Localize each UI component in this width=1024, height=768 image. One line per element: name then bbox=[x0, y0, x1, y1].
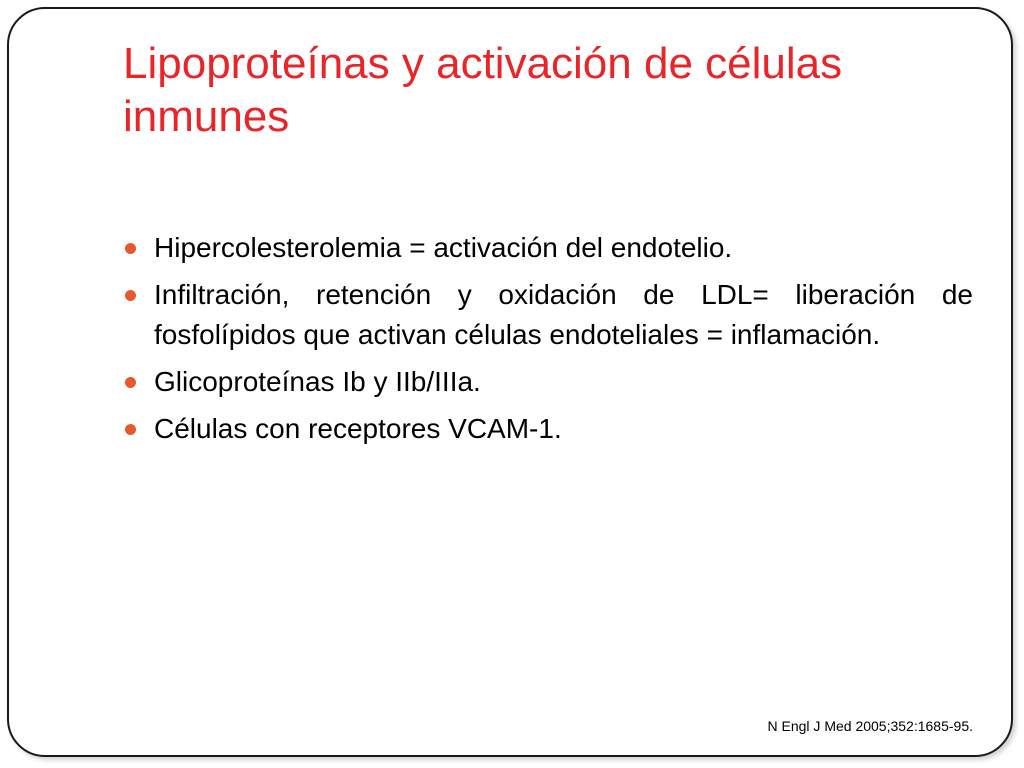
bullet-item bbox=[121, 362, 973, 402]
bullet-item bbox=[121, 228, 973, 268]
bullet-item bbox=[121, 409, 973, 449]
bullet-text: Glicoproteínas Ib y IIb/IIIa. bbox=[154, 366, 481, 397]
bullet-dot-icon bbox=[125, 290, 136, 301]
citation-reference: N Engl J Med 2005;352:1685-95. bbox=[767, 718, 973, 734]
bullet-text: Infiltración, retención y oxidación de LDL= liberación de fosfolípidos que activan células endoteliales = inflamación. bbox=[154, 279, 973, 350]
bullet-item bbox=[121, 275, 973, 355]
slide-title: Lipoproteínas y activación de células inmunes bbox=[123, 39, 843, 141]
bullet-list bbox=[121, 228, 973, 456]
bullet-dot-icon bbox=[125, 424, 136, 435]
slide-frame bbox=[7, 7, 1013, 757]
bullet-dot-icon bbox=[125, 377, 136, 388]
bullet-dot-icon bbox=[125, 243, 136, 254]
bullet-text: Células con receptores VCAM-1. bbox=[154, 413, 562, 444]
bullet-text: Hipercolesterolemia = activación del endotelio. bbox=[154, 232, 733, 263]
